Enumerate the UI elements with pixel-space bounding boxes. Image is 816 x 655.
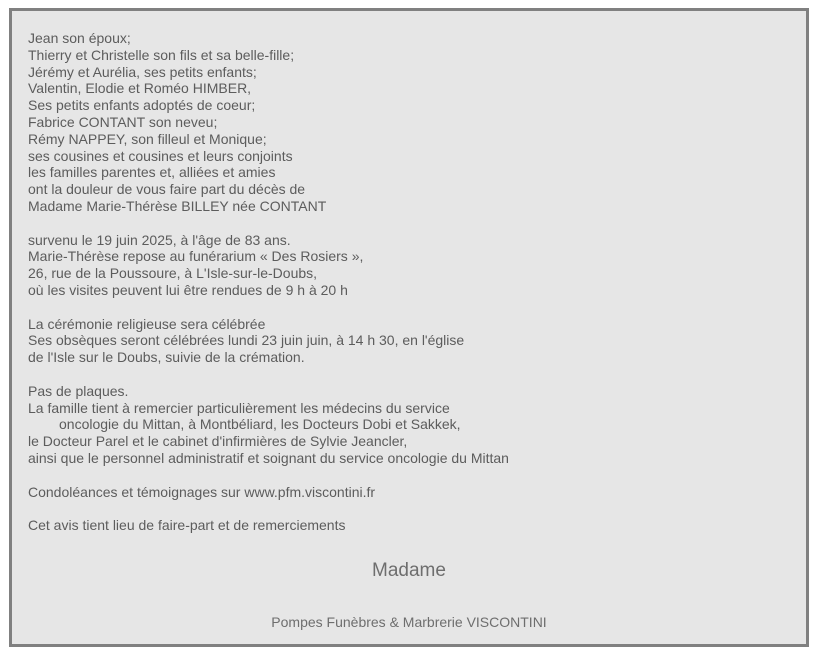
obituary-notice-frame (9, 8, 809, 647)
condolences-line: Condoléances et témoignages sur www.pfm.viscontini.fr (28, 483, 376, 500)
death-info-line: survenu le 19 juin 2025, à l'âge de 83 ans. (28, 231, 291, 248)
family-line: ont la douleur de vous faire part du décès de (28, 181, 306, 198)
thanks-line: La famille tient à remercier particulièrement les médecins du service (28, 399, 450, 416)
death-info-line: où les visites peuvent lui être rendues de 9 h à 20 h (28, 281, 348, 298)
family-line: Jérémy et Aurélia, ses petits enfants; (28, 63, 257, 80)
deceased-name-line: Madame Marie-Thérèse BILLEY née CONTANT (28, 197, 327, 214)
family-line: les familles parentes et, alliées et amies (28, 164, 276, 181)
paragraph-gap (28, 500, 798, 517)
family-line: Ses petits enfants adoptés de coeur; (28, 97, 256, 114)
death-info-line: 26, rue de la Poussoure, à L'Isle-sur-le-Doubs, (28, 265, 318, 282)
thanks-line: oncologie du Mittan, à Montbéliard, les Docteurs Dobi et Sakkek, (59, 416, 461, 433)
paragraph-gap (28, 366, 798, 383)
thanks-line: ainsi que le personnel administratif et soignant du service oncologie du Mittan (28, 449, 509, 466)
ceremony-line: La cérémonie religieuse sera célébrée (28, 315, 266, 332)
ceremony-line: de l'Isle sur le Doubs, suivie de la crémation. (28, 349, 305, 366)
obituary-body (28, 30, 798, 534)
funeral-home-signature: Pompes Funèbres & Marbrerie VISCONTINI (271, 614, 547, 630)
paragraph-gap (28, 467, 798, 484)
family-line: ses cousines et cousines et leurs conjoints (28, 147, 293, 164)
closing-line: Cet avis tient lieu de faire-part et de remerciements (28, 517, 346, 534)
family-line: Valentin, Elodie et Roméo HIMBER, (28, 80, 252, 97)
family-line: Rémy NAPPEY, son filleul et Monique; (28, 130, 267, 147)
death-info-line: Marie-Thérèse repose au funérarium « Des Rosiers », (28, 248, 364, 265)
family-line: Thierry et Christelle son fils et sa belle-fille; (28, 46, 295, 63)
ceremony-line: Ses obsèques seront célébrées lundi 23 juin juin, à 14 h 30, en l'église (28, 332, 465, 349)
thanks-line: Pas de plaques. (28, 382, 129, 399)
family-line: Jean son époux; (28, 30, 131, 46)
paragraph-gap (28, 299, 798, 316)
deceased-title-heading: Madame (372, 560, 446, 581)
thanks-line: le Docteur Parel et le cabinet d'infirmières de Sylvie Jeancler, (28, 433, 408, 450)
family-line: Fabrice CONTANT son neveu; (28, 113, 218, 130)
paragraph-gap (28, 215, 798, 232)
